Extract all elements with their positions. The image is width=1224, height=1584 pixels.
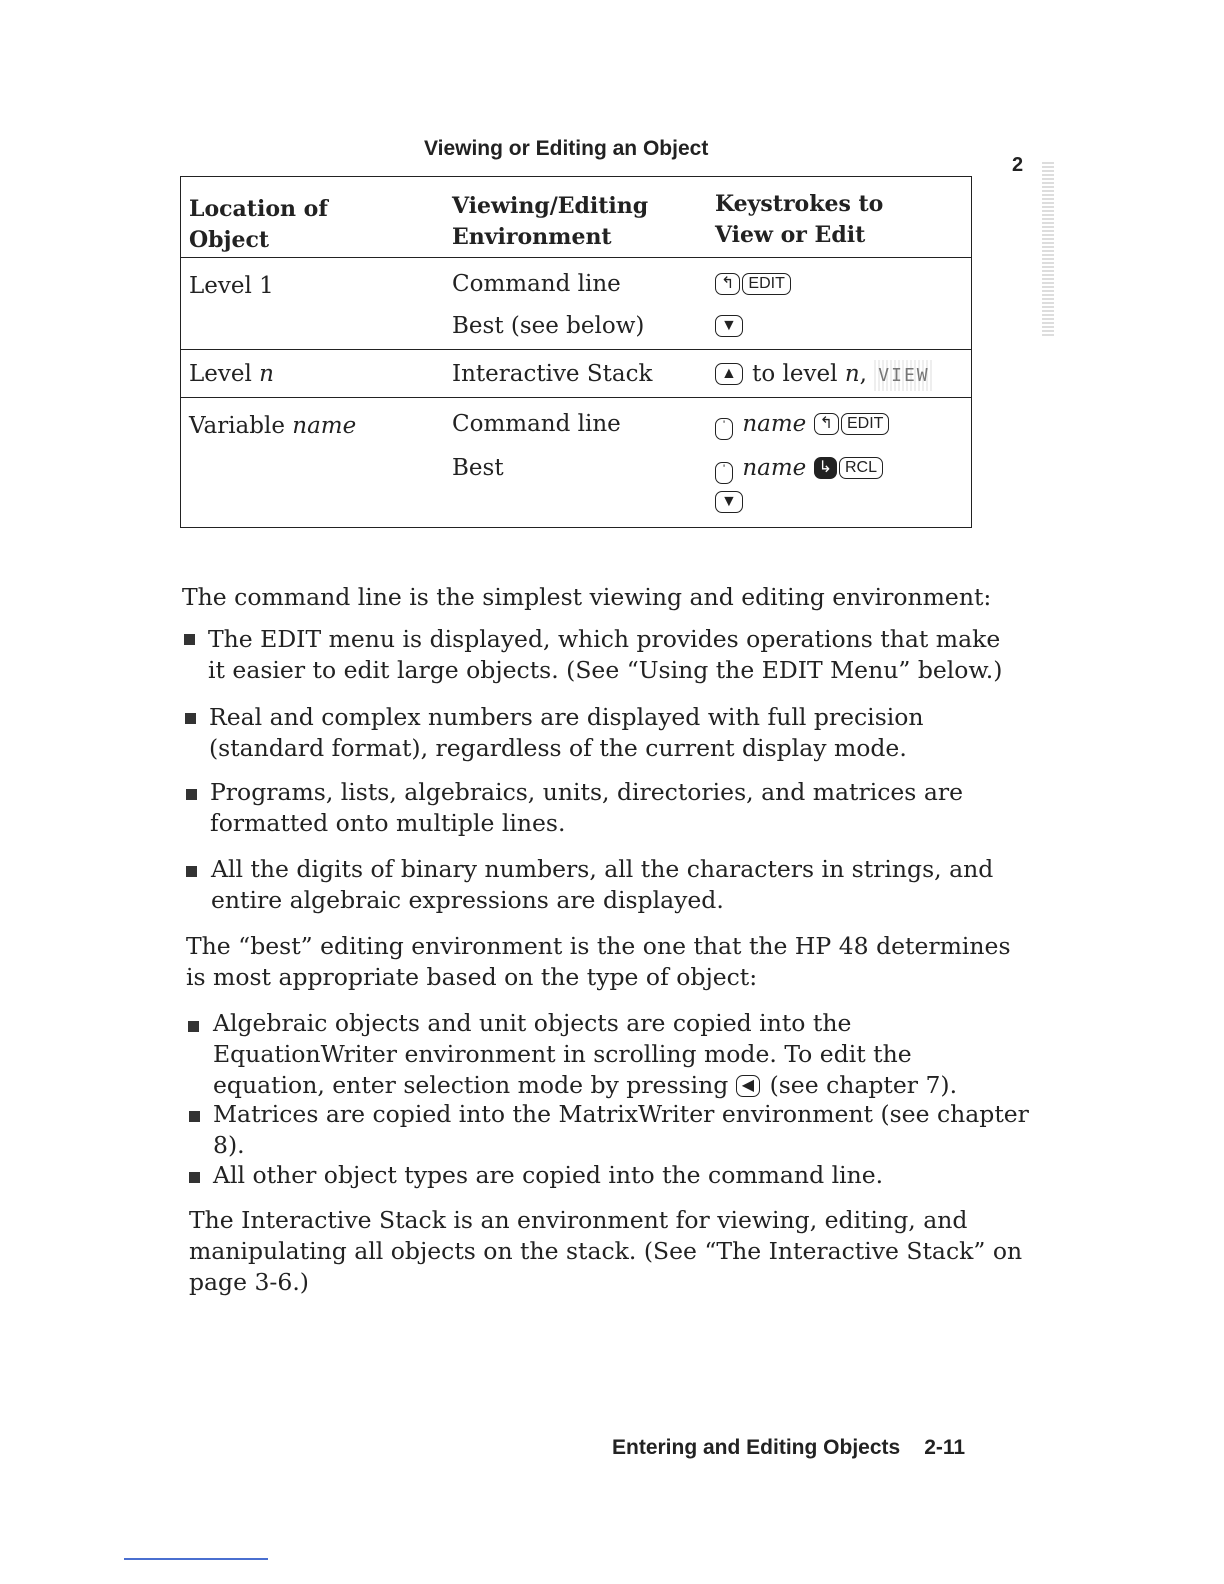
left-shift-key-icon: ↰ (715, 273, 740, 295)
best-paragraph: The “best” editing environment is the one that the HP 48 determines is most appropriate based on the type of object: (186, 932, 1011, 991)
bullet-icon (186, 789, 197, 800)
up-arrow-key-icon: ▲ (715, 363, 743, 385)
table-title: Viewing or Editing an Object (424, 137, 709, 160)
page-footer (612, 1436, 965, 1460)
bullet-binary: All the digits of binary numbers, all the characters in strings, and entire algebraic expressions are displayed. (211, 855, 994, 914)
bullet-icon (189, 1111, 200, 1122)
keystroke-table (180, 176, 972, 528)
page-edge-mark (1042, 160, 1054, 336)
row2-env: Interactive Stack (452, 361, 653, 387)
row1-keys-best (715, 311, 745, 342)
quote-key-icon: ' (715, 418, 733, 440)
edit-key: EDIT (742, 273, 790, 295)
header-environment: Viewing/Editing Environment (452, 193, 649, 250)
rcl-key: RCL (839, 457, 883, 479)
view-menu-key: VIEW (874, 360, 933, 391)
row1-env-command-line: Command line (452, 271, 621, 297)
bullet-programs: Programs, lists, algebraics, units, directories, and matrices are formatted onto multiple lines. (210, 778, 963, 837)
chapter-tab: 2 (1012, 154, 1024, 176)
bottom-rule (124, 1558, 268, 1560)
footer-title: Entering and Editing Objects (612, 1436, 901, 1459)
header-location: Location of Object (189, 196, 328, 253)
row3-location: Variable name (189, 413, 357, 439)
bullet-other-types: All other object types are copied into the command line. (213, 1161, 884, 1189)
bullet-icon (188, 1021, 199, 1032)
left-arrow-key-icon: ◀ (736, 1075, 760, 1097)
quote-key-icon: ' (715, 462, 733, 484)
row1-location: Level 1 (189, 273, 274, 299)
table-row-level-n (181, 349, 971, 398)
row2-keys: ▲ to level n, VIEW (715, 359, 934, 391)
page-number: 2-11 (924, 1436, 966, 1459)
intro-paragraph: The command line is the simplest viewing and editing environment: (182, 583, 992, 611)
edit-key: EDIT (841, 413, 889, 435)
bullet-icon (185, 713, 196, 724)
interactive-stack-paragraph: The Interactive Stack is an environment for viewing, editing, and manipulating all objects on the stack. (See “The Interactive Stack” on page 3-6.) (189, 1206, 1023, 1296)
row3-env-command-line: Command line (452, 411, 621, 437)
left-shift-key-icon: ↰ (814, 413, 839, 435)
row2-location: Level n (189, 361, 274, 387)
bullet-icon (184, 634, 195, 645)
header-keystrokes: Keystrokes to View or Edit (715, 191, 884, 248)
table-row-level-1 (181, 257, 971, 350)
row3-env-best: Best (452, 455, 504, 481)
bullet-numbers: Real and complex numbers are displayed with full precision (standard format), regardless of the current display mode. (209, 703, 924, 762)
right-shift-key-icon: ↳ (814, 457, 837, 479)
row3-keys-down (715, 487, 745, 518)
bullet-algebraic: Algebraic objects and unit objects are copied into the EquationWriter environment in scrolling mode. To edit the equation, enter selection mode by pressing ◀ (see chapter 7). (213, 1009, 958, 1099)
down-arrow-key-icon: ▼ (715, 491, 743, 513)
down-arrow-key-icon: ▼ (715, 315, 743, 337)
row3-keys-best: ' name ↳ RCL (715, 453, 885, 484)
bullet-icon (189, 1172, 200, 1183)
bullet-icon (186, 866, 197, 877)
table-header-row (181, 177, 971, 258)
row3-keys-edit: ' name ↰ EDIT (715, 409, 891, 440)
bullet-edit-menu: The EDIT menu is displayed, which provides operations that make it easier to edit large objects. (See “Using the EDIT Menu” below.) (208, 625, 1003, 684)
bullet-matrices: Matrices are copied into the MatrixWriter environment (see chapter 8). (213, 1100, 1029, 1159)
table-row-variable-name (181, 397, 971, 525)
row1-env-best: Best (see below) (452, 313, 645, 339)
row1-keys-edit (715, 269, 793, 300)
